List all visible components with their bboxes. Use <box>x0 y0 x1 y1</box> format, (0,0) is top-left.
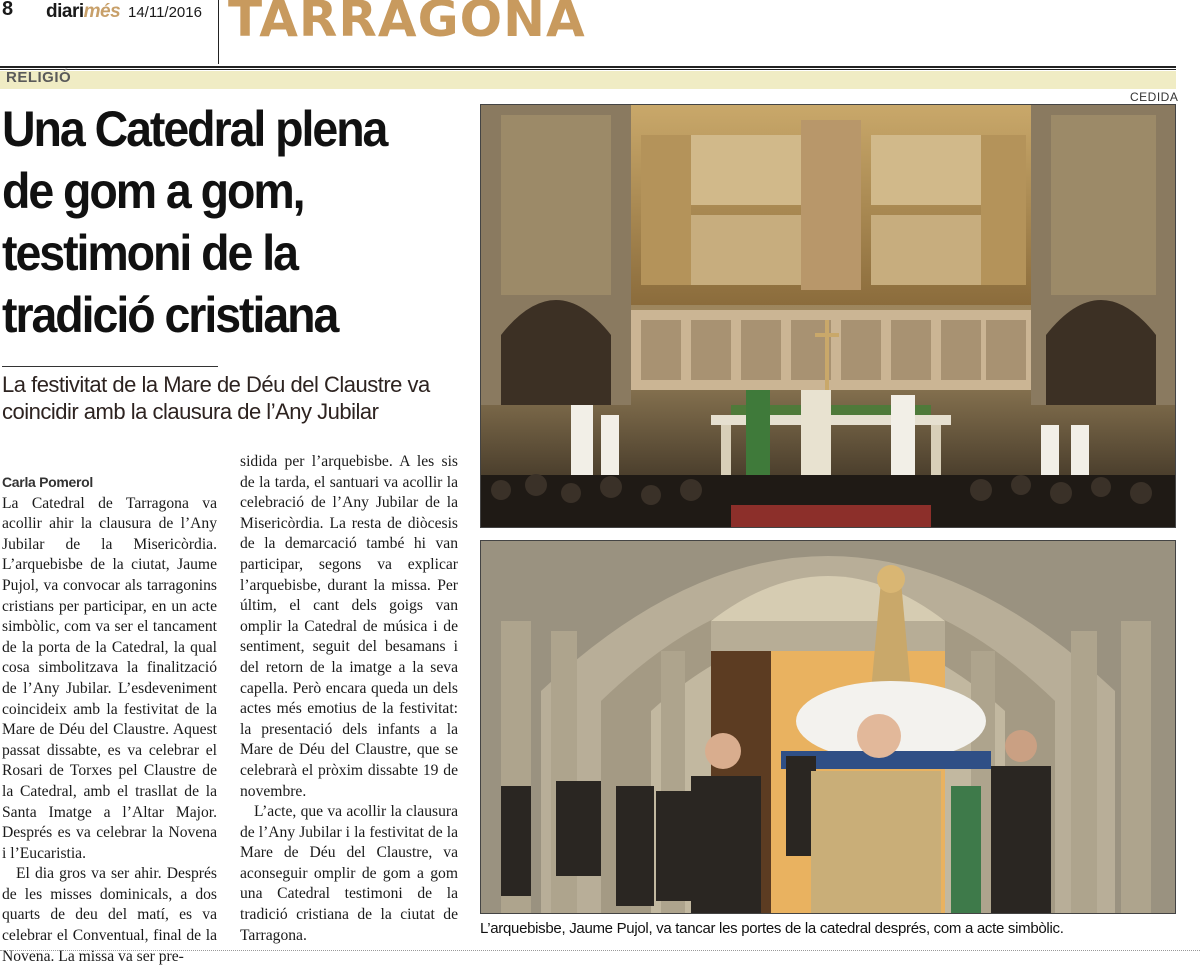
section-title: TARRAGONA <box>228 0 586 48</box>
cathedral-altar-photo <box>480 104 1176 528</box>
article-paragraph: sidida per l’arquebisbe. A les sis de la tarda, el santuari va acollir la celebració de l’Any Jubilar de la Misericòrdia. La resta de diòcesis de la demarcació també hi van participar, segons va explicar l’arquebisbe, durant la missa. Per últim, el cant dels goigs van omplir la Catedral de música i de sentiment, seguit del besamans i del retorn de la imatge a la seva capella. Però encara queda un dels actes més emotius de la festivitat: la presentació dels infants a la Mare de Déu del Claustre, que se celebrarà el pròxim dissabte 19 de novembre. <box>240 453 458 800</box>
newspaper-logo <box>46 1 120 23</box>
article-paragraph: La Catedral de Tarragona va acollir ahir la clausura de l’Any Jubilar de la Misericòrdia. L’arquebisbe de la ciutat, Jaume Pujol, va convocar als tarragonins cristians per participar, en un acte simbòlic, com va ser el tancament de la porta de la Catedral, la qual cosa simbolitzava la finalització de l’Any Jubilar. L’esdeveniment coincideix amb la festivitat de la Mare de Déu del Claustre. Aquest passat dissabte, es va celebrar el Rosari de Torxes pel Claustre de la Catedral, amb el trasllat de la Santa Imatge a l’Altar Major. Després es va celebrar la Novena i l’Eucaristia. <box>2 494 217 862</box>
headline-line: de gom a gom, <box>2 163 304 219</box>
photo-credit: CEDIDA <box>1130 90 1179 104</box>
headline-line: Una Catedral plena <box>2 101 387 157</box>
masthead-rule <box>0 66 1176 68</box>
article-paragraph: El dia gros va ser ahir. Després de les misses dominicals, a dos quarts de deu del matí, es va celebrar el Conventual, final de la Novena. La missa va ser pre- <box>2 865 217 965</box>
headline-rule <box>2 366 218 367</box>
headline-line: tradició cristiana <box>2 287 338 343</box>
article-column-1 <box>2 472 217 967</box>
issue-date: 14/11/2016 <box>128 4 202 21</box>
photo-caption: L’arquebisbe, Jaume Pujol, va tancar les portes de la catedral després, com a acte simbòlic. <box>480 920 1064 937</box>
page-bottom-rule <box>0 950 1200 951</box>
author-byline: Carla Pomerol <box>2 474 94 490</box>
page-number: 8 <box>2 0 14 20</box>
procession-doorway-photo <box>480 540 1176 914</box>
category-band <box>0 71 1176 89</box>
category-label: RELIGIÓ <box>6 69 72 86</box>
logo-part-mes: més <box>83 1 121 22</box>
subtitle: La festivitat de la Mare de Déu del Claustre va coincidir amb la clausura de l’Any Jubilar <box>2 372 430 424</box>
headline <box>2 98 439 346</box>
headline-line: testimoni de la <box>2 225 297 281</box>
masthead-rule-thin <box>0 69 1176 70</box>
logo-part-diari: diari <box>46 1 84 22</box>
article-column-2 <box>240 452 458 946</box>
masthead-divider <box>218 0 219 64</box>
article-paragraph: L’acte, que va acollir la clausura de l’Any Jubilar i la festivitat de la Mare de Déu del Claustre, va aconseguir omplir de gom a gom una Catedral testimoni de la tradició cristiana de la ciutat de Tarragona. <box>240 803 458 944</box>
